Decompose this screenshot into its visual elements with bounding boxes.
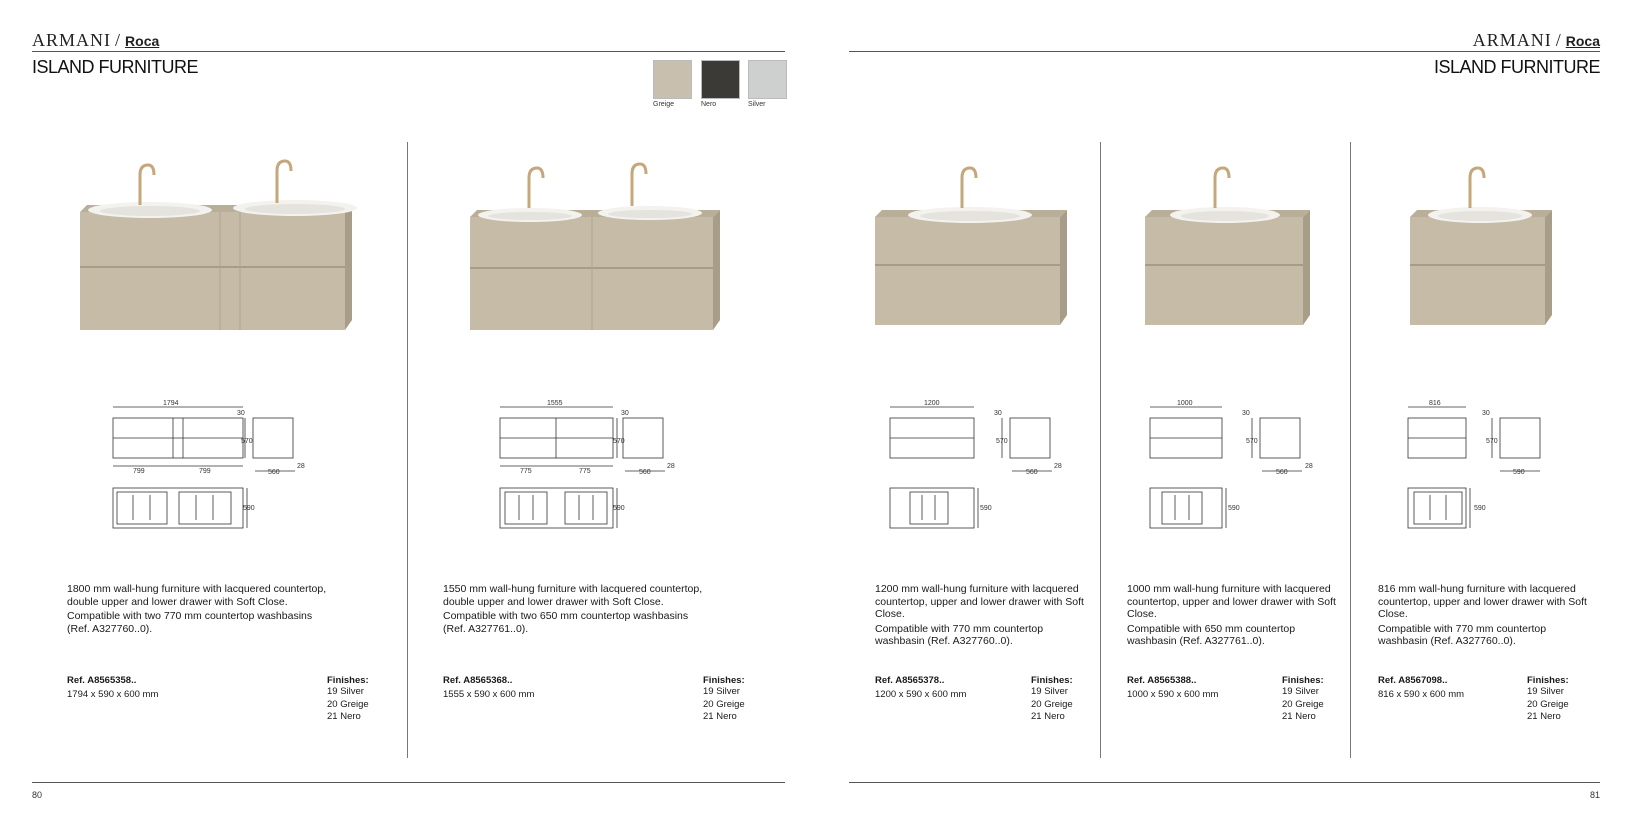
finish-item: 19 Silver (1282, 686, 1319, 697)
dim-depth: 560 (639, 469, 651, 476)
armani-wordmark: ARMANI (32, 30, 112, 50)
product-ref: Ref. A8565378.. (875, 675, 945, 686)
brand-logo-right (1473, 30, 1600, 51)
technical-drawing-1550 (495, 400, 705, 535)
dim-half-a: 799 (133, 468, 145, 475)
dim-plan-depth: 590 (613, 505, 625, 512)
dim-depth: 590 (1513, 469, 1525, 476)
armani-wordmark: ARMANI (1472, 30, 1552, 50)
finishes-title: Finishes: (1031, 675, 1073, 686)
column-divider (407, 142, 408, 758)
finish-item: 21 Nero (1031, 711, 1065, 722)
dim-depth: 560 (1026, 469, 1038, 476)
dim-height: 570 (613, 438, 625, 445)
product-dims: 1000 x 590 x 600 mm (1127, 689, 1219, 700)
dim-plan-depth: 590 (243, 505, 255, 512)
description-line: 1550 mm wall-hung furniture with lacquered countertop, double upper and lower drawer with Soft Close. (443, 583, 703, 608)
dim-plan-depth: 590 (980, 505, 992, 512)
dim-height: 570 (241, 438, 253, 445)
compatibility-line: Compatible with 770 mm countertop washbasin (Ref. A327760..0). (875, 622, 1044, 647)
roca-wordmark: Roca (1565, 33, 1600, 49)
dim-half-a: 775 (520, 468, 532, 475)
product-dims: 816 x 590 x 600 mm (1378, 689, 1465, 700)
header-rule-left (32, 51, 785, 52)
dim-half-b: 799 (199, 468, 211, 475)
swatch-label-nero: Nero (701, 101, 717, 108)
dim-width: 1200 (924, 400, 940, 407)
compatibility-line: Compatible with 770 mm countertop washbasin (Ref. A327760..0). (1378, 622, 1547, 647)
page-title-left: ISLAND FURNITURE (32, 57, 199, 77)
header-rule-right (849, 51, 1600, 52)
footer-rule-left (32, 782, 785, 783)
description-line: 816 mm wall-hung furniture with lacquered countertop, upper and lower drawer with Soft Close. (1378, 583, 1587, 620)
page-title-right: ISLAND FURNITURE (1433, 57, 1600, 77)
product-ref: Ref. A8565368.. (443, 675, 513, 686)
compatibility-line: Compatible with 650 mm countertop washbasin (Ref. A327761..0). (1127, 622, 1296, 647)
swatch-greige (653, 60, 692, 99)
finish-item: 21 Nero (1282, 711, 1316, 722)
dim-lip: 28 (297, 463, 305, 470)
brand-separator: / (1555, 30, 1562, 50)
product-dims: 1555 x 590 x 600 mm (443, 689, 535, 700)
product-ref: Ref. A8565358.. (67, 675, 137, 686)
dim-height: 570 (1486, 438, 1498, 445)
finishes-list (1527, 675, 1569, 724)
finish-item: 21 Nero (1527, 711, 1561, 722)
brand-separator: / (115, 30, 122, 50)
dim-lip: 28 (1054, 463, 1062, 470)
dim-width: 816 (1429, 400, 1441, 407)
product-image-1000 (1140, 165, 1320, 330)
product-description (875, 583, 1090, 650)
technical-drawing-816 (1400, 400, 1560, 535)
finishes-title: Finishes: (703, 675, 745, 686)
dim-depth: 560 (1276, 469, 1288, 476)
product-description (1378, 583, 1588, 650)
dim-top: 30 (994, 410, 1002, 417)
finish-item: 20 Greige (703, 698, 745, 710)
product-image-816 (1405, 165, 1565, 330)
product-image-1550 (465, 160, 725, 335)
product-dims: 1794 x 590 x 600 mm (67, 689, 159, 700)
finish-item: 19 Silver (327, 686, 364, 697)
description-line: 1200 mm wall-hung furniture with lacquered countertop, upper and lower drawer with Soft Close. (875, 583, 1084, 620)
finish-item: 20 Greige (1031, 698, 1073, 710)
dim-height: 570 (1246, 438, 1258, 445)
page-number-right: 81 (1589, 790, 1600, 800)
technical-drawing-1000 (1142, 400, 1327, 535)
finish-item: 19 Silver (1527, 686, 1564, 697)
finish-swatches (653, 60, 793, 112)
finishes-list (327, 675, 369, 724)
finishes-title: Finishes: (1282, 675, 1324, 686)
dim-top: 30 (621, 410, 629, 417)
finish-item: 21 Nero (703, 711, 737, 722)
dim-lip: 28 (667, 463, 675, 470)
brand-logo-left (32, 30, 159, 51)
footer-rule-right (849, 782, 1600, 783)
finishes-title: Finishes: (327, 675, 369, 686)
product-image-1800 (70, 155, 370, 335)
roca-wordmark: Roca (125, 33, 160, 49)
compatibility-line: Compatible with two 650 mm countertop washbasins (Ref. A327761..0). (443, 610, 689, 635)
dim-height: 570 (996, 438, 1008, 445)
description-line: 1800 mm wall-hung furniture with lacquered countertop, double upper and lower drawer with Soft Close. (67, 583, 327, 608)
product-description (1127, 583, 1337, 650)
dim-plan-depth: 590 (1228, 505, 1240, 512)
dim-plan-depth: 590 (1474, 505, 1486, 512)
finishes-list (1282, 675, 1324, 724)
product-image-1200 (870, 165, 1075, 330)
swatch-label-greige: Greige (653, 101, 675, 108)
technical-drawing-1200 (882, 400, 1072, 535)
dim-width: 1555 (547, 400, 563, 407)
column-divider (1350, 142, 1351, 758)
finish-item: 20 Greige (1282, 698, 1324, 710)
product-ref: Ref. A8567098.. (1378, 675, 1448, 686)
dim-width: 1000 (1177, 400, 1193, 407)
page-number-left: 80 (32, 790, 43, 800)
dim-width: 1794 (163, 400, 179, 407)
finish-item: 21 Nero (327, 711, 361, 722)
swatch-silver (748, 60, 787, 99)
swatch-nero (701, 60, 740, 99)
dim-lip: 28 (1305, 463, 1313, 470)
finishes-list (703, 675, 745, 724)
column-divider (1100, 142, 1101, 758)
product-description (443, 583, 713, 637)
compatibility-line: Compatible with two 770 mm countertop washbasins (Ref. A327760..0). (67, 610, 313, 635)
finish-item: 19 Silver (703, 686, 740, 697)
finishes-list (1031, 675, 1073, 724)
description-line: 1000 mm wall-hung furniture with lacquered countertop, upper and lower drawer with Soft Close. (1127, 583, 1336, 620)
finish-item: 19 Silver (1031, 686, 1068, 697)
finish-item: 20 Greige (327, 698, 369, 710)
swatch-label-silver: Silver (748, 101, 766, 108)
dim-depth: 560 (268, 469, 280, 476)
technical-drawing-1800 (105, 400, 325, 535)
dim-top: 30 (1482, 410, 1490, 417)
product-description (67, 583, 337, 637)
dim-half-b: 775 (579, 468, 591, 475)
dim-top: 30 (237, 410, 245, 417)
product-dims: 1200 x 590 x 600 mm (875, 689, 967, 700)
finish-item: 20 Greige (1527, 698, 1569, 710)
dim-top: 30 (1242, 410, 1250, 417)
product-ref: Ref. A8565388.. (1127, 675, 1197, 686)
finishes-title: Finishes: (1527, 675, 1569, 686)
